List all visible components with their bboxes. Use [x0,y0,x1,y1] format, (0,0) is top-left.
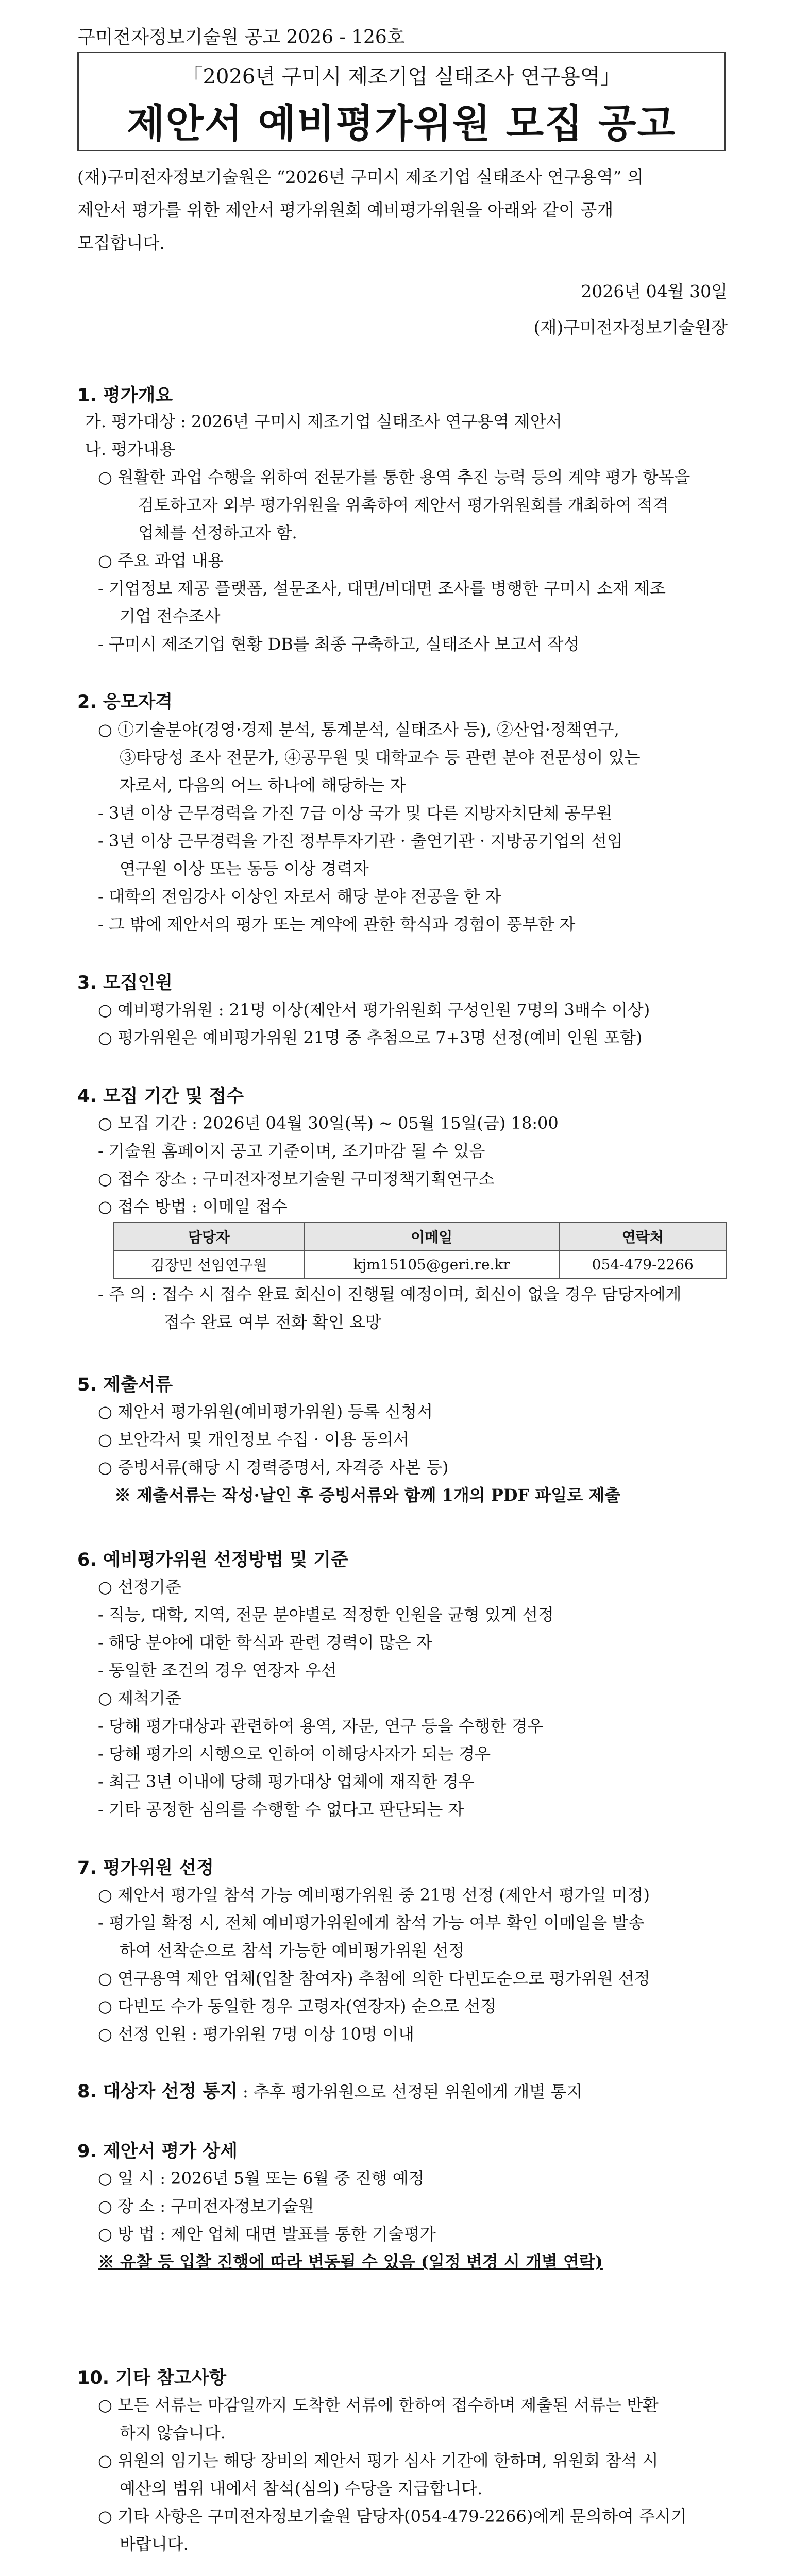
section-line: ○ 모집 기간 : 2026년 04월 30일(목) ~ 05월 15일(금) 18:00 [98,1113,559,1133]
notice-number: 구미전자정보기술원 공고 2026 - 126호 [77,27,405,48]
section-line: ○ 선정기준 [98,1577,181,1597]
section-line: ○ 접수 방법 : 이메일 접수 [98,1197,288,1216]
section-line: - 해당 분야에 대한 학식과 관련 경력이 많은 자 [98,1633,432,1652]
section-line: ○ 제안서 평가위원(예비평가위원) 등록 신청서 [98,1402,433,1421]
section-line: ○ 보안각서 및 개인정보 수집 · 이용 동의서 [98,1430,409,1449]
section-line: 업체를 선정하고자 함. [138,523,297,543]
section-line: - 3년 이상 근무경력을 가진 7급 이상 국가 및 다른 지방자치단체 공무원 [98,803,613,823]
section-line: - 직능, 대학, 지역, 전문 분야별로 적정한 인원을 균형 있게 선정 [98,1605,554,1624]
intro-line: 제안서 평가를 위한 제안서 평가위원회 예비평가위원을 아래와 같이 공개 [77,200,614,220]
section-line: 연구원 이상 또는 동등 이상 경력자 [120,859,369,878]
notice-line: - 주 의 : 접수 시 접수 완료 회신이 진행될 예정이며, 회신이 없을 경우 담당자에게 [98,1284,682,1304]
section-line: - 기업정보 제공 플랫폼, 설문조사, 대면/비대면 조사를 병행한 구미시 소재 제조 [98,579,666,598]
contact-person: 김장민 선임연구원 [114,1250,304,1278]
section-line: ○ 주요 과업 내용 [98,551,224,570]
section-8 [77,2079,582,2104]
section-heading: 4. 모집 기간 및 접수 [77,1086,244,1107]
table-header: 이메일 [304,1223,560,1250]
section-heading: 7. 평가위원 선정 [77,1858,214,1878]
section-line: ○ 접수 장소 : 구미전자정보기술원 구미정책기획연구소 [98,1169,495,1189]
section-line: ③타당성 조사 전문가, ④공무원 및 대학교수 등 관련 분야 전문성이 있는 [120,748,641,767]
section-line: ○ 다빈도 수가 동일한 경우 고령자(연장자) 순으로 선정 [98,1996,497,2016]
contact-table [113,1222,727,1279]
section-line: 가. 평가대상 : 2026년 구미시 제조기업 실태조사 연구용역 제안서 [85,412,562,431]
contact-email[interactable]: kjm15105@geri.re.kr [304,1250,560,1278]
section-line: ○ 위원의 임기는 해당 장비의 제안서 평가 심사 기간에 한하며, 위원회 참석 시 [98,2451,659,2470]
section-line: 자로서, 다음의 어느 하나에 해당하는 자 [120,775,406,795]
section-line: 바랍니다. [120,2534,189,2554]
section-line: ○ 원활한 과업 수행을 위하여 전문가를 통한 용역 추진 능력 등의 계약 평가 항목을 [98,467,690,487]
section-line: ○ 예비평가위원 : 21명 이상(제안서 평가위원회 구성인원 7명의 3배수 이상) [98,1000,650,1020]
section-line: - 그 밖에 제안서의 평가 또는 계약에 관한 학식과 경험이 풍부한 자 [98,914,576,934]
section-line: ○ 제척기준 [98,1688,181,1708]
submission-note: ※ 제출서류는 작성·날인 후 증빙서류와 함께 1개의 PDF 파일로 제출 [114,1485,621,1505]
section-line: ○ 방 법 : 제안 업체 대면 발표를 통한 기술평가 [98,2224,436,2244]
section-line: ○ 모든 서류는 마감일까지 도착한 서류에 한하여 접수하며 제출된 서류는 반환 [98,2395,659,2415]
contact-phone: 054-479-2266 [560,1250,726,1278]
section-heading: 9. 제안서 평가 상세 [77,2141,238,2162]
section-line: ○ 선정 인원 : 평가위원 7명 이상 10명 이내 [98,2024,414,2044]
section-line: ○ 평가위원은 예비평가위원 21명 중 추첨으로 7+3명 선정(예비 인원 포함) [98,1028,643,1047]
intro-paragraph [77,161,727,260]
section-line: ○ 증빙서류(해당 시 경력증명서, 자격증 사본 등) [98,1458,449,1477]
section-line: - 최근 3년 이내에 당해 평가대상 업체에 재직한 경우 [98,1772,475,1791]
table-header-row [114,1223,726,1250]
section-line: - 기타 공정한 심의를 수행할 수 없다고 판단되는 자 [98,1800,464,1819]
section-line: - 당해 평가대상과 관련하여 용역, 자문, 연구 등을 수행한 경우 [98,1716,544,1736]
section-line: : 추후 평가위원으로 선정된 위원에게 개별 통지 [237,2082,583,2102]
section-line: - 3년 이상 근무경력을 가진 정부투자기관 · 출연기관 · 지방공기업의 선임 [98,831,623,851]
title-area [79,53,724,150]
section-line: ○ 일 시 : 2026년 5월 또는 6월 중 진행 예정 [98,2168,425,2188]
section-line: 검토하고자 외부 평가위원을 위촉하여 제안서 평가위원회를 개최하여 적격 [138,495,669,515]
section-heading: 8. 대상자 선정 통지 [77,2081,238,2102]
table-header: 연락처 [560,1223,726,1250]
page-title: 제안서 예비평가위원 모집 공고 [127,100,676,146]
section-heading: 5. 제출서류 [77,1375,173,1395]
section-line: ○ ①기술분야(경영·경제 분석, 통계분석, 실태조사 등), ②산업·정책연구, [98,720,619,739]
schedule-note: ※ 유찰 등 입찰 진행에 따라 변동될 수 있음 (일정 변경 시 개별 연락) [98,2252,603,2272]
section-line: ○ 제안서 평가일 참석 가능 예비평가위원 중 21명 선정 (제안서 평가일 미정) [98,1885,650,1905]
section-line: ○ 기타 사항은 구미전자정보기술원 담당자(054-479-2266)에게 문의하여 주시기 [98,2506,687,2526]
intro-line: (재)구미전자정보기술원은 “2026년 구미시 제조기업 실태조사 연구용역” 의 [77,167,644,187]
section-line: - 당해 평가의 시행으로 인하여 이해당사자가 되는 경우 [98,1744,491,1764]
section-heading: 2. 응모자격 [77,692,173,713]
section-line: 하여 선착순으로 참석 가능한 예비평가위원 선정 [120,1941,465,1960]
section-line: ○ 장 소 : 구미전자정보기술원 [98,2196,314,2216]
section-line: 예산의 범위 내에서 참석(심의) 수당을 지급합니다. [120,2479,483,2498]
project-subtitle: 「2026년 구미시 제조기업 실태조사 연구용역」 [182,65,621,89]
section-line: 기업 전수조사 [120,606,221,626]
section-line: ○ 연구용역 제안 업체(입찰 참여자) 추첨에 의한 다빈도순으로 평가위원 선정 [98,1969,650,1988]
notice-date: 2026년 04월 30일 [581,281,728,301]
section-line: - 평가일 확정 시, 전체 예비평가위원에게 참석 가능 여부 확인 이메일을 발송 [98,1913,645,1933]
section-line: 나. 평가내용 [85,439,175,459]
table-header: 담당자 [114,1223,304,1250]
section-line: 하지 않습니다. [120,2423,226,2443]
section-heading: 10. 기타 참고사항 [77,2368,227,2388]
table-row [114,1250,726,1278]
section-line: - 구미시 제조기업 현황 DB를 최종 구축하고, 실태조사 보고서 작성 [98,634,580,654]
notice-line: 접수 완료 여부 전화 확인 요망 [164,1312,381,1332]
issuing-organization: (재)구미전자정보기술원장 [533,317,728,337]
intro-line: 모집합니다. [77,233,165,253]
section-heading: 1. 평가개요 [77,385,173,406]
section-heading: 6. 예비평가위원 선정방법 및 기준 [77,1550,348,1570]
section-line: - 대학의 전임강사 이상인 자로서 해당 분야 전공을 한 자 [98,887,501,906]
section-line: - 동일한 조건의 경우 연장자 우선 [98,1660,337,1680]
section-heading: 3. 모집인원 [77,973,173,993]
section-line: - 기술원 홈페이지 공고 기준이며, 조기마감 될 수 있음 [98,1141,485,1161]
